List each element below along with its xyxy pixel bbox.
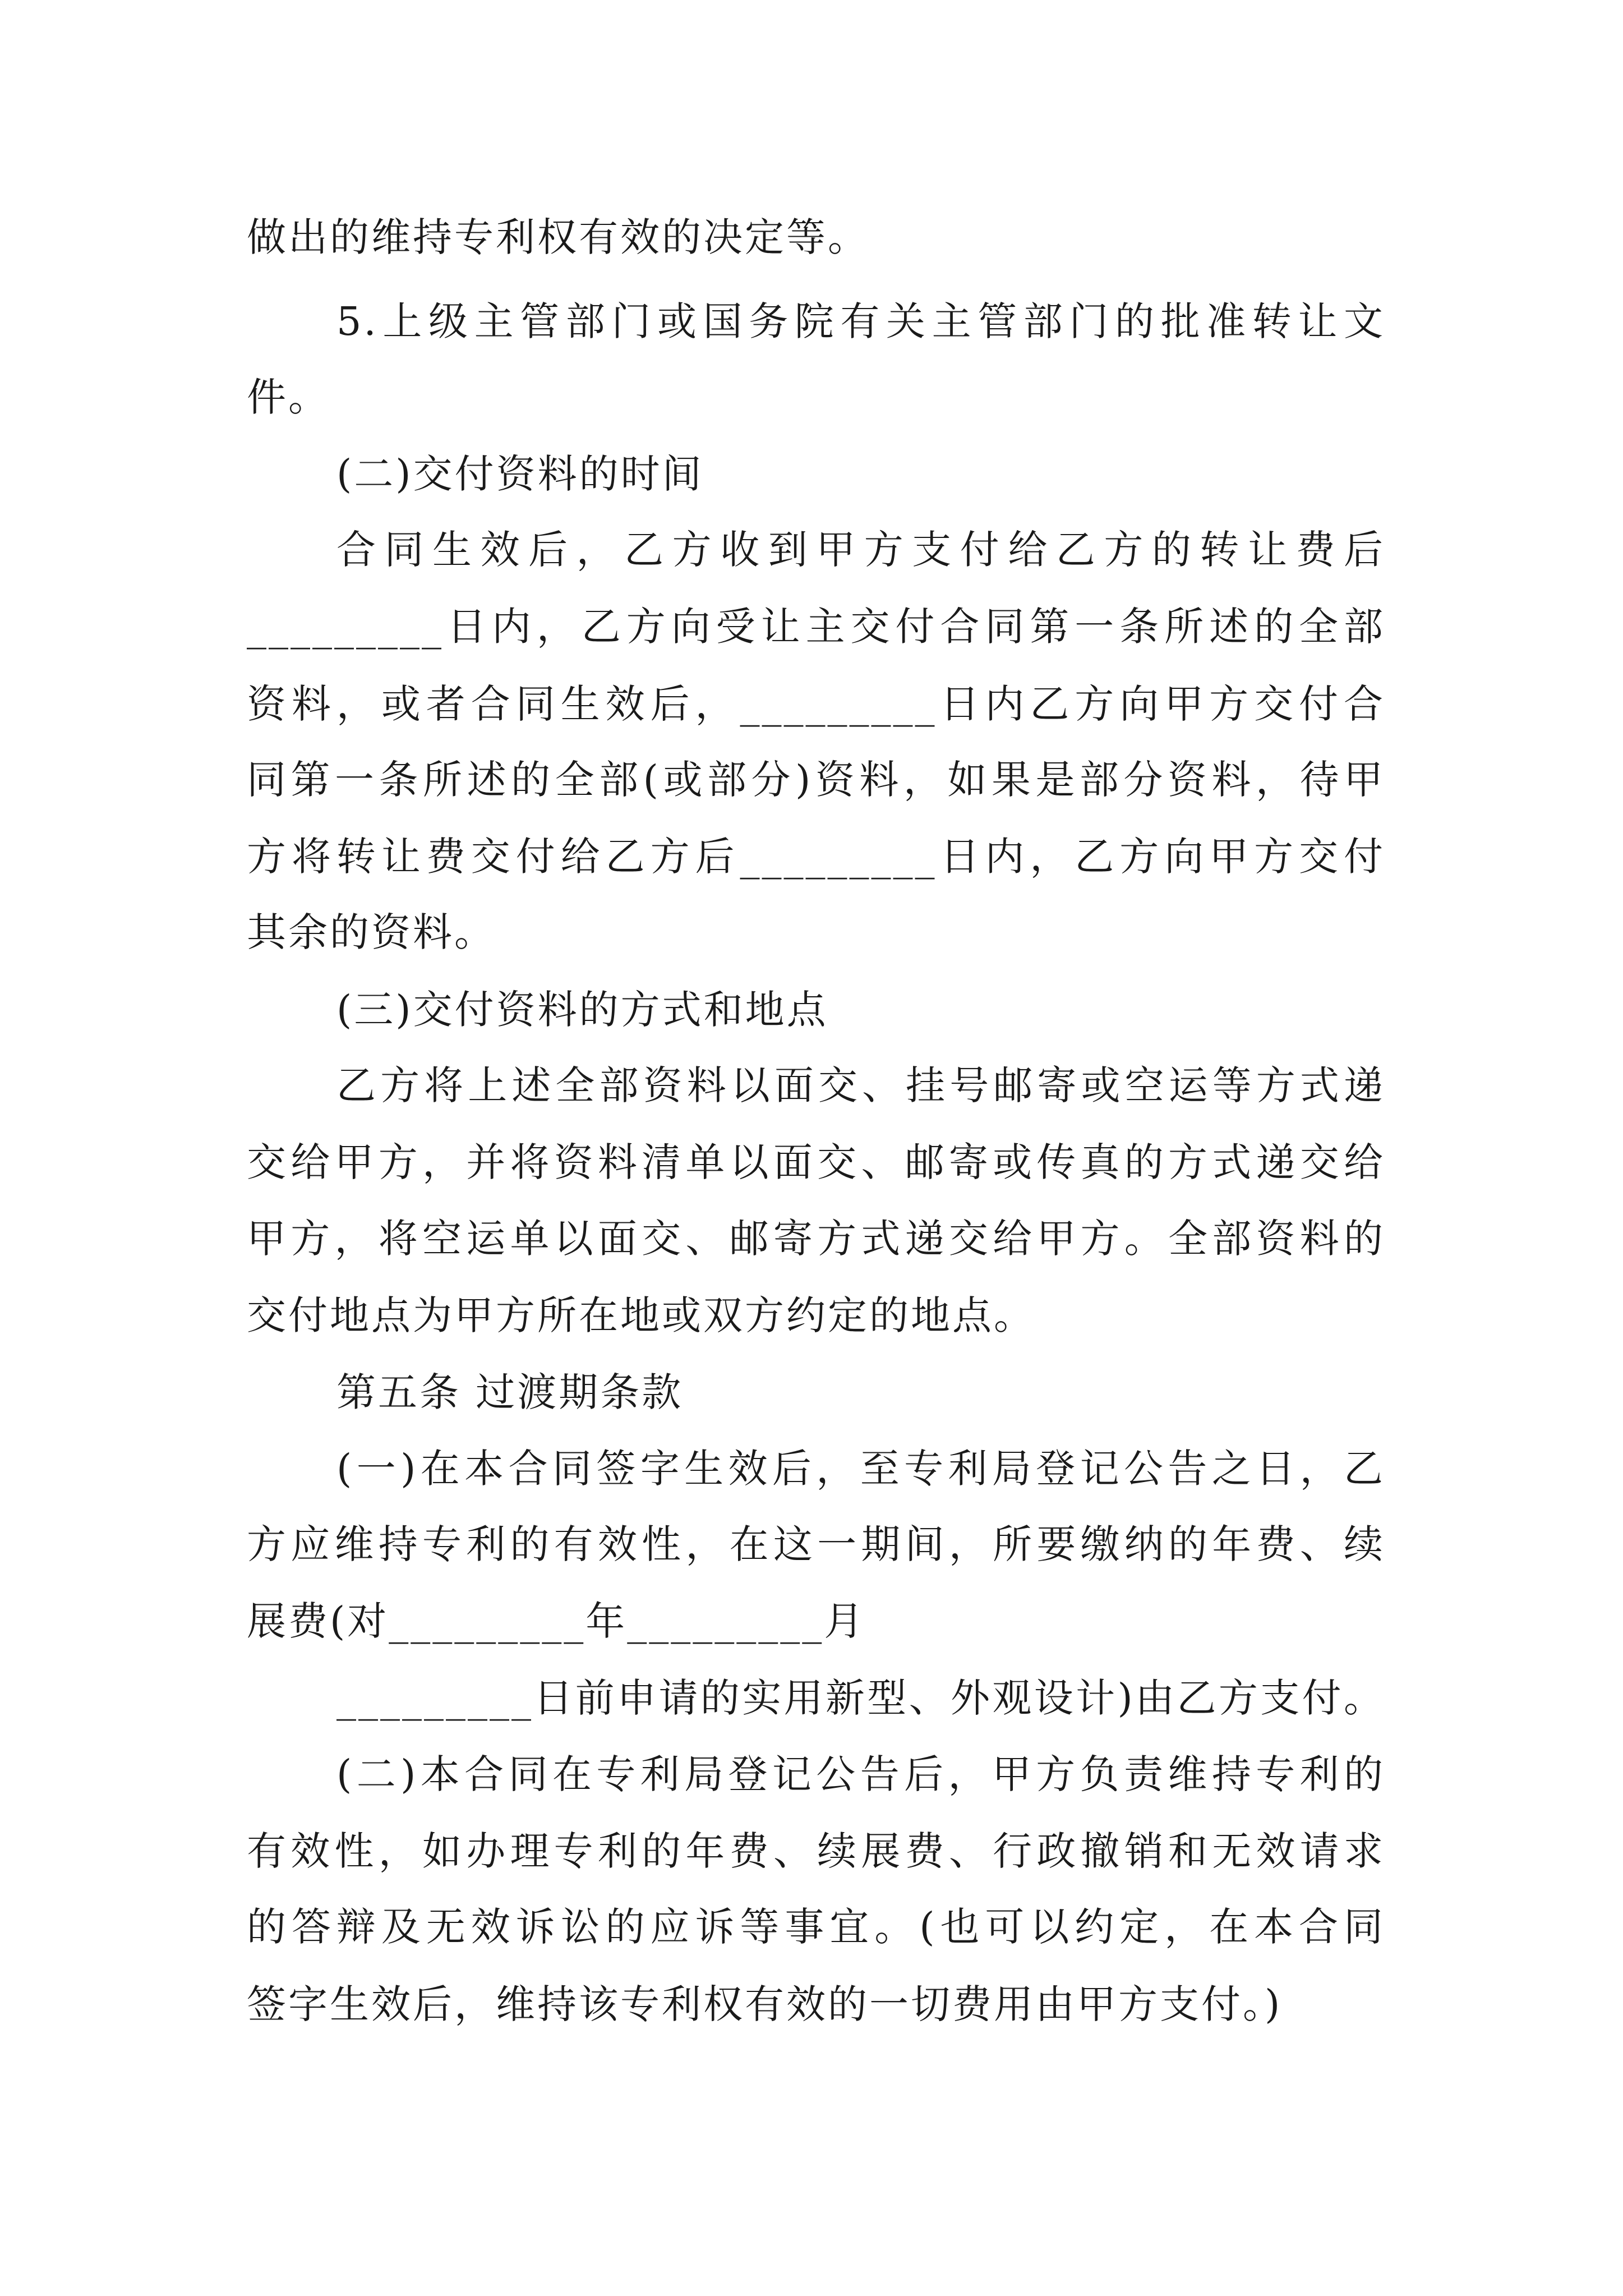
text-line: 合同生效后，乙方收到甲方支付给乙方的转让费后 <box>336 527 1385 573</box>
text-line: 有效性，如办理专利的年费、续展费、行政撤销和无效请求 <box>247 1828 1385 1874</box>
text-line: _________日前申请的实用新型、外观设计)由乙方支付。 <box>336 1675 1385 1721</box>
text-line: 方将转让费交付给乙方后_________日内，乙方向甲方交付 <box>247 834 1385 880</box>
text-line: 交付地点为甲方所在地或双方约定的地点。 <box>247 1292 1035 1338</box>
text-line: 的答辩及无效诉讼的应诉等事宜。(也可以约定，在本合同 <box>247 1904 1385 1950</box>
text-line: (一)在本合同签字生效后，至专利局登记公告之日，乙 <box>336 1446 1385 1492</box>
text-line: (二)本合同在专利局登记公告后，甲方负责维持专利的 <box>336 1751 1385 1797</box>
text-line: 5.上级主管部门或国务院有关主管部门的批准转让文 <box>336 298 1385 344</box>
text-line: 其余的资料。 <box>247 909 496 955</box>
text-line: 同第一条所述的全部(或部分)资料，如果是部分资料，待甲 <box>247 757 1385 803</box>
text-line: 展费(对_________年_________月 <box>247 1598 866 1644</box>
section-heading: (二)交付资料的时间 <box>336 451 704 497</box>
text-line: 资料，或者合同生效后，_________日内乙方向甲方交付合 <box>247 681 1385 727</box>
text-line: 做出的维持专利权有效的决定等。 <box>247 214 869 260</box>
text-line: 交给甲方，并将资料清单以面交、邮寄或传真的方式递交给 <box>247 1139 1385 1185</box>
text-line: 签字生效后，维持该专利权有效的一切费用由甲方支付。) <box>247 1981 1283 2027</box>
text-line: 甲方，将空运单以面交、邮寄方式递交给甲方。全部资料的 <box>247 1216 1385 1262</box>
text-line: 乙方将上述全部资料以面交、挂号邮寄或空运等方式递 <box>336 1062 1385 1108</box>
text-line: 方应维持专利的有效性，在这一期间，所要缴纳的年费、续 <box>247 1521 1385 1567</box>
text-line: _________日内，乙方向受让主交付合同第一条所述的全部 <box>247 604 1385 650</box>
section-heading: (三)交付资料的方式和地点 <box>336 987 828 1033</box>
text-line: 件。 <box>247 374 330 420</box>
article-heading: 第五条 过渡期条款 <box>336 1369 684 1415</box>
